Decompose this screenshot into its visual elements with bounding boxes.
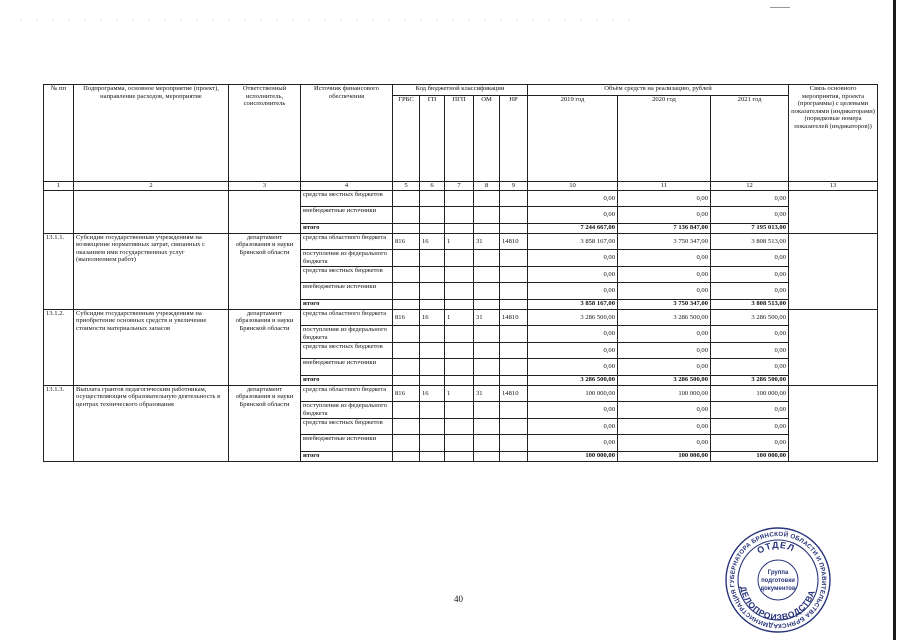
amount-2019: 0,00 — [528, 190, 618, 207]
source-extra: внебюджетные источники — [301, 435, 393, 452]
page-number: 40 — [454, 594, 463, 604]
col-number: 2 — [74, 182, 229, 191]
header-volume: Объём средств на реализацию, рублей — [528, 85, 789, 96]
amount-2021: 0,00 — [711, 418, 789, 435]
amount-2019: 3 858 167,00 — [528, 233, 618, 250]
col-number: 12 — [711, 182, 789, 191]
header-year-2021: 2021 год — [711, 96, 789, 182]
header-gp: ГП — [420, 96, 445, 182]
col-number: 8 — [474, 182, 500, 191]
item-number: 13.1.2. — [44, 309, 74, 385]
header-pgp: ПГП — [445, 96, 474, 182]
code-nr: 14810 — [500, 385, 528, 402]
source-regional: средства областного бюджета — [301, 233, 393, 250]
amount-2020: 3 750 347,00 — [618, 233, 711, 250]
source-federal: поступления из федерального бюджета — [301, 326, 393, 343]
total-2020: 3 750 347,00 — [618, 299, 711, 309]
amount-2021: 3 808 513,00 — [711, 233, 789, 250]
col-number: 4 — [301, 182, 393, 191]
code-nr: 14810 — [500, 233, 528, 250]
code-pgp: 1 — [445, 233, 474, 250]
total-2019: 100 000,00 — [528, 451, 618, 461]
amount-2020: 100 000,00 — [618, 385, 711, 402]
amount-2020: 0,00 — [618, 326, 711, 343]
total-2020: 100 000,00 — [618, 451, 711, 461]
column-number-row — [44, 182, 878, 191]
total-2021: 7 195 013,00 — [711, 223, 789, 233]
item-executor: департамент образования и науки Брянской области — [229, 385, 301, 461]
item-name: Субсидии государственным учреждениям на возмещение нормативных затрат, связанных с оказанием ими государственных услуг (выполнением работ) — [74, 233, 229, 309]
code-nr: 14810 — [500, 309, 528, 326]
amount-2020: 3 286 500,00 — [618, 309, 711, 326]
total-2021: 3 808 513,00 — [711, 299, 789, 309]
source-local: средства местных бюджетов — [301, 190, 393, 207]
amount-2021: 3 286 500,00 — [711, 309, 789, 326]
header-nr: НР — [500, 96, 528, 182]
total-2020: 7 136 847,00 — [618, 223, 711, 233]
header-code: Код бюджетной классификации — [393, 85, 528, 96]
source-extra: внебюджетные источники — [301, 207, 393, 224]
table-row — [44, 309, 878, 326]
code-om: 31 — [474, 385, 500, 402]
amount-2019: 0,00 — [528, 342, 618, 359]
stamp-dept-top: ОТДЕЛ — [755, 539, 797, 556]
amount-2020: 0,00 — [618, 435, 711, 452]
amount-2019: 0,00 — [528, 359, 618, 376]
amount-2021: 0,00 — [711, 342, 789, 359]
amount-2021: 0,00 — [711, 207, 789, 224]
item-executor: департамент образования и науки Брянской области — [229, 233, 301, 309]
source-local: средства местных бюджетов — [301, 342, 393, 359]
amount-2019: 0,00 — [528, 250, 618, 267]
amount-2021: 0,00 — [711, 266, 789, 283]
stamp-center-line2: подготовки — [761, 578, 795, 584]
amount-2021: 0,00 — [711, 283, 789, 300]
amount-2021: 0,00 — [711, 250, 789, 267]
source-local: средства местных бюджетов — [301, 418, 393, 435]
amount-2020: 0,00 — [618, 190, 711, 207]
amount-2020: 0,00 — [618, 402, 711, 419]
col-number: 9 — [500, 182, 528, 191]
item-name: Субсидии государственным учреждениям на приобретение основных средств и увеличение стоимости материальных запасов — [74, 309, 229, 385]
col-number: 10 — [528, 182, 618, 191]
office-stamp — [716, 526, 840, 634]
code-pgp: 1 — [445, 385, 474, 402]
scan-mark — [770, 7, 790, 8]
header-no: № пп — [44, 85, 74, 182]
col-number: 5 — [393, 182, 420, 191]
stamp-ring-text: АДМИНИСТРАЦИЯ ГУБЕРНАТОРА БРЯНСКОЙ ОБЛАСТИ И ПРАВИТЕЛЬСТВА БРЯНСК — [729, 530, 828, 630]
item-number: 13.1.1. — [44, 233, 74, 309]
amount-2020: 0,00 — [618, 283, 711, 300]
header-om: ОМ — [474, 96, 500, 182]
source-extra: внебюджетные источники — [301, 283, 393, 300]
total-2021: 3 286 500,00 — [711, 375, 789, 385]
source-total: итого — [301, 223, 393, 233]
source-federal: поступления из федерального бюджета — [301, 250, 393, 267]
source-federal: поступления из федерального бюджета — [301, 402, 393, 419]
col-number: 1 — [44, 182, 74, 191]
amount-2019: 0,00 — [528, 266, 618, 283]
header-year-2019: 2019 год — [528, 96, 618, 182]
source-total: итого — [301, 375, 393, 385]
amount-2021: 0,00 — [711, 435, 789, 452]
amount-2020: 0,00 — [618, 359, 711, 376]
source-local: средства местных бюджетов — [301, 266, 393, 283]
stamp-dept-bottom: ДЕЛОПРОИЗВОДСТВА — [738, 585, 817, 623]
col-number: 6 — [420, 182, 445, 191]
header-subprogram: Подпрограмма, основное мероприятие (проект), направление расходов, мероприятие — [74, 85, 229, 182]
header-row — [44, 85, 878, 96]
amount-2020: 0,00 — [618, 207, 711, 224]
col-number: 13 — [789, 182, 878, 191]
total-2020: 3 286 500,00 — [618, 375, 711, 385]
amount-2020: 0,00 — [618, 342, 711, 359]
amount-2019: 3 286 500,00 — [528, 309, 618, 326]
source-regional: средства областного бюджета — [301, 309, 393, 326]
col-number: 11 — [618, 182, 711, 191]
source-total: итого — [301, 451, 393, 461]
scan-noise: . . . . . . . . . . . . . . . . . . . . . . . . . . . . . . . . . . . . . . . — [20, 14, 636, 23]
code-gp: 16 — [420, 385, 445, 402]
amount-2020: 0,00 — [618, 250, 711, 267]
amount-2021: 0,00 — [711, 326, 789, 343]
code-om: 31 — [474, 309, 500, 326]
code-grbs: 816 — [393, 385, 420, 402]
amount-2021: 0,00 — [711, 402, 789, 419]
budget-table — [43, 84, 878, 462]
amount-2021: 0,00 — [711, 359, 789, 376]
total-2019: 3 858 167,00 — [528, 299, 618, 309]
item-name: Выплата грантов педагогическим работникам, осуществляющим образовательную деятельность в центрах технического образования — [74, 385, 229, 461]
amount-2019: 0,00 — [528, 283, 618, 300]
amount-2019: 0,00 — [528, 402, 618, 419]
col-number: 7 — [445, 182, 474, 191]
code-grbs: 816 — [393, 233, 420, 250]
svg-text:ОТДЕЛ — [755, 540, 796, 556]
table-row — [44, 385, 878, 402]
total-2021: 100 000,00 — [711, 451, 789, 461]
header-grbs: ГРБС — [393, 96, 420, 182]
source-extra: внебюджетные источники — [301, 359, 393, 376]
scan-edge-bar — [893, 0, 896, 640]
amount-2021: 100 000,00 — [711, 385, 789, 402]
code-gp: 16 — [420, 233, 445, 250]
code-pgp: 1 — [445, 309, 474, 326]
amount-2019: 0,00 — [528, 435, 618, 452]
header-source: Источник финансового обеспечения — [301, 85, 393, 182]
source-regional: средства областного бюджета — [301, 385, 393, 402]
amount-2020: 0,00 — [618, 418, 711, 435]
table-row — [44, 233, 878, 250]
header-link: Связь основного мероприятия, проекта (программы) с целевыми показателями (индикаторами) (порядковые номера показателей (индикаторов)) — [789, 85, 878, 182]
table-row — [44, 190, 878, 207]
amount-2019: 100 000,00 — [528, 385, 618, 402]
amount-2019: 0,00 — [528, 326, 618, 343]
item-executor: департамент образования и науки Брянской области — [229, 309, 301, 385]
amount-2019: 0,00 — [528, 418, 618, 435]
source-total: итого — [301, 299, 393, 309]
header-year-2020: 2020 год — [618, 96, 711, 182]
amount-2021: 0,00 — [711, 190, 789, 207]
stamp-center-line1: Группа — [767, 570, 789, 576]
code-gp: 16 — [420, 309, 445, 326]
amount-2019: 0,00 — [528, 207, 618, 224]
stamp-center-line3: документов — [760, 586, 796, 592]
total-2019: 3 286 500,00 — [528, 375, 618, 385]
col-number: 3 — [229, 182, 301, 191]
code-om: 31 — [474, 233, 500, 250]
amount-2020: 0,00 — [618, 266, 711, 283]
code-grbs: 816 — [393, 309, 420, 326]
header-executor: Ответственный исполнитель, соисполнитель — [229, 85, 301, 182]
item-number: 13.1.3. — [44, 385, 74, 461]
total-2019: 7 244 667,00 — [528, 223, 618, 233]
